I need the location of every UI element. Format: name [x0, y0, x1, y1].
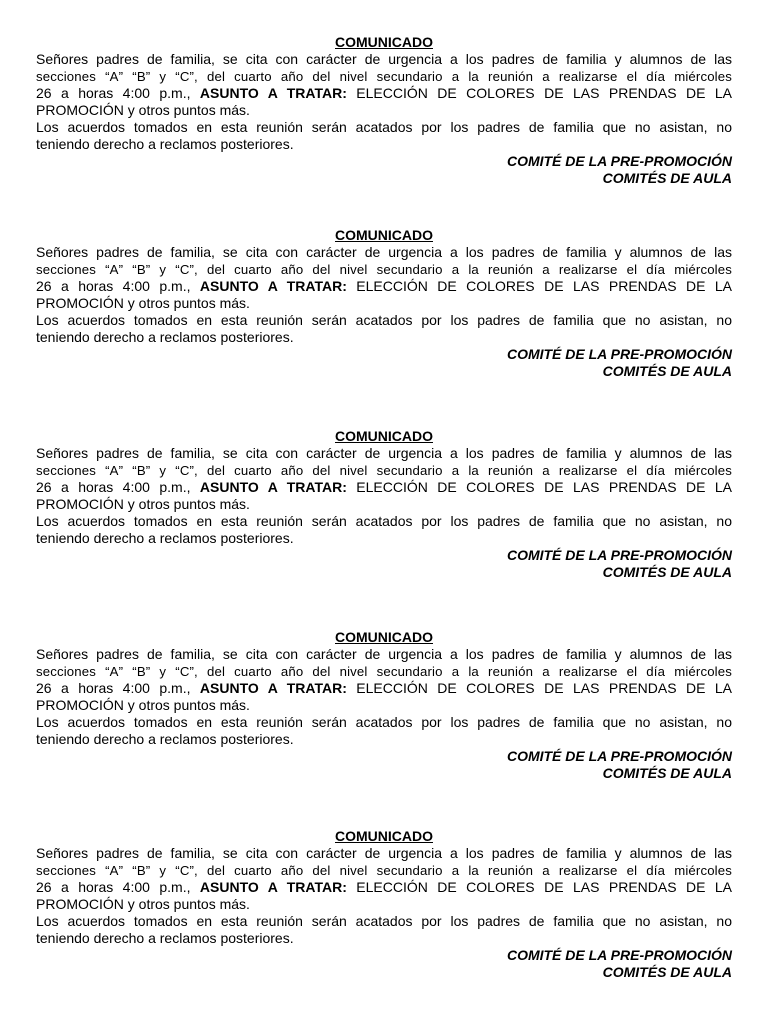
signature-committee: COMITÉ DE LA PRE-PROMOCIÓN: [506, 153, 732, 169]
body-line: teniendo derecho a reclamos posteriores.: [36, 329, 294, 345]
body-text: 26 a horas 4:00 p.m.,: [36, 278, 200, 294]
body-text: 26 a horas 4:00 p.m.,: [36, 85, 200, 101]
notice-body: [36, 51, 732, 153]
body-line: Los acuerdos tomados en esta reunión serán acatados por los padres de familia que no asistan, no: [36, 119, 732, 135]
notice-title: COMUNICADO: [335, 428, 433, 444]
body-text: 26 a horas 4:00 p.m.,: [36, 680, 200, 696]
body-line: secciones “A” “B” y “C”, del cuarto año del nivel secundario a la reunión a realizarse el día miércoles: [36, 664, 732, 679]
body-text: ELECCIÓN DE COLORES DE LAS PRENDAS DE LA: [346, 879, 732, 895]
signature-committee: COMITÉ DE LA PRE-PROMOCIÓN: [506, 346, 732, 362]
body-text: ELECCIÓN DE COLORES DE LAS PRENDAS DE LA: [346, 85, 732, 101]
body-line: secciones “A” “B” y “C”, del cuarto año del nivel secundario a la reunión a realizarse el día miércoles: [36, 69, 732, 84]
signature-committee: COMITÉ DE LA PRE-PROMOCIÓN: [506, 947, 732, 963]
notice-5: [36, 828, 732, 981]
body-line: PROMOCIÓN y otros puntos más.: [36, 295, 250, 311]
subject-label: ASUNTO A TRATAR:: [199, 879, 347, 895]
notice-3: [36, 428, 732, 581]
body-line: teniendo derecho a reclamos posteriores.: [36, 136, 294, 152]
body-line: [36, 879, 732, 896]
body-line: [36, 85, 732, 102]
notice-body: [36, 845, 732, 947]
subject-label: ASUNTO A TRATAR:: [199, 479, 347, 495]
signature-class-committees: COMITÉS DE AULA: [602, 170, 732, 186]
body-text: ELECCIÓN DE COLORES DE LAS PRENDAS DE LA: [346, 278, 732, 294]
body-text: ELECCIÓN DE COLORES DE LAS PRENDAS DE LA: [346, 479, 732, 495]
body-line: teniendo derecho a reclamos posteriores.: [36, 530, 294, 546]
body-line: secciones “A” “B” y “C”, del cuarto año del nivel secundario a la reunión a realizarse el día miércoles: [36, 863, 732, 878]
notice-body: [36, 445, 732, 547]
body-line: teniendo derecho a reclamos posteriores.: [36, 930, 294, 946]
notice-title: COMUNICADO: [335, 227, 433, 243]
body-line: Señores padres de familia, se cita con carácter de urgencia a los padres de familia y alumnos de las: [36, 244, 732, 260]
body-line: Los acuerdos tomados en esta reunión serán acatados por los padres de familia que no asistan, no: [36, 312, 732, 328]
notice-4: [36, 629, 732, 782]
body-line: secciones “A” “B” y “C”, del cuarto año del nivel secundario a la reunión a realizarse el día miércoles: [36, 262, 732, 277]
notice-title: COMUNICADO: [335, 629, 433, 645]
body-line: teniendo derecho a reclamos posteriores.: [36, 731, 294, 747]
body-line: PROMOCIÓN y otros puntos más.: [36, 697, 250, 713]
body-line: Los acuerdos tomados en esta reunión serán acatados por los padres de familia que no asistan, no: [36, 513, 732, 529]
notice-1: [36, 34, 732, 187]
body-text: 26 a horas 4:00 p.m.,: [36, 479, 200, 495]
body-line: Los acuerdos tomados en esta reunión serán acatados por los padres de familia que no asistan, no: [36, 714, 732, 730]
body-text: ELECCIÓN DE COLORES DE LAS PRENDAS DE LA: [346, 680, 732, 696]
body-line: Los acuerdos tomados en esta reunión serán acatados por los padres de familia que no asistan, no: [36, 913, 732, 929]
body-line: PROMOCIÓN y otros puntos más.: [36, 102, 250, 118]
body-line: Señores padres de familia, se cita con carácter de urgencia a los padres de familia y alumnos de las: [36, 445, 732, 461]
body-line: Señores padres de familia, se cita con carácter de urgencia a los padres de familia y alumnos de las: [36, 845, 732, 861]
signature-class-committees: COMITÉS DE AULA: [602, 964, 732, 980]
notice-title: COMUNICADO: [335, 34, 433, 50]
body-line: [36, 278, 732, 295]
subject-label: ASUNTO A TRATAR:: [199, 85, 347, 101]
body-line: [36, 479, 732, 496]
body-text: 26 a horas 4:00 p.m.,: [36, 879, 200, 895]
notice-title: COMUNICADO: [335, 828, 433, 844]
body-line: Señores padres de familia, se cita con carácter de urgencia a los padres de familia y alumnos de las: [36, 51, 732, 67]
signature-class-committees: COMITÉS DE AULA: [602, 564, 732, 580]
subject-label: ASUNTO A TRATAR:: [199, 680, 347, 696]
signature-class-committees: COMITÉS DE AULA: [602, 363, 732, 379]
notice-body: [36, 646, 732, 748]
notice-body: [36, 244, 732, 346]
signature-class-committees: COMITÉS DE AULA: [602, 765, 732, 781]
body-line: secciones “A” “B” y “C”, del cuarto año del nivel secundario a la reunión a realizarse el día miércoles: [36, 463, 732, 478]
body-line: Señores padres de familia, se cita con carácter de urgencia a los padres de familia y alumnos de las: [36, 646, 732, 662]
body-line: PROMOCIÓN y otros puntos más.: [36, 496, 250, 512]
notice-2: [36, 227, 732, 380]
subject-label: ASUNTO A TRATAR:: [199, 278, 347, 294]
signature-committee: COMITÉ DE LA PRE-PROMOCIÓN: [506, 748, 732, 764]
signature-committee: COMITÉ DE LA PRE-PROMOCIÓN: [506, 547, 732, 563]
body-line: [36, 680, 732, 697]
body-line: PROMOCIÓN y otros puntos más.: [36, 896, 250, 912]
